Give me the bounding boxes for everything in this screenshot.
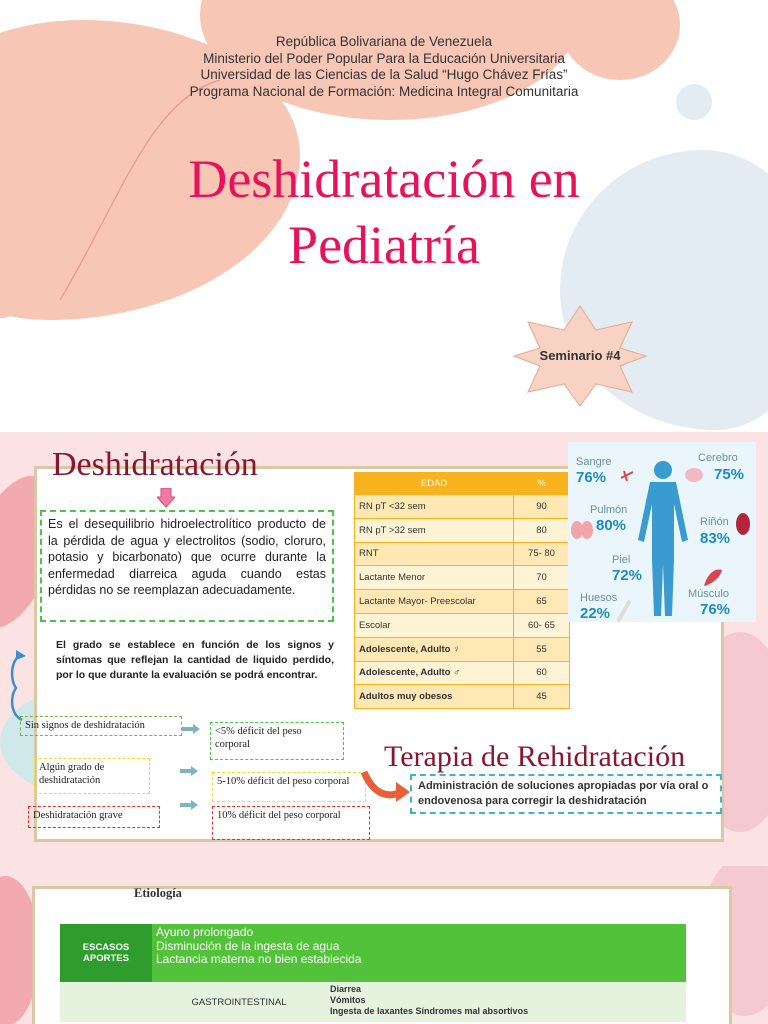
table-cell: Adultos muy obesos	[355, 685, 514, 709]
table-row	[60, 982, 686, 1022]
dehydration-slide	[0, 432, 768, 866]
right-arrow-icon	[180, 766, 198, 776]
header-line: República Bolivariana de Venezuela	[275, 34, 493, 49]
table-row	[355, 637, 570, 661]
row-header-scarce-intake: ESCASOS APORTES	[60, 924, 152, 982]
organ-value-blood: 76%	[576, 469, 607, 486]
table-header-age: EDAD	[355, 473, 514, 495]
table-row	[355, 661, 570, 685]
human-body-icon	[632, 460, 694, 620]
bone-icon	[616, 600, 632, 622]
organ-label-lung: Pulmón	[590, 504, 628, 516]
table-cell: 60	[514, 661, 570, 685]
blood-icon	[620, 470, 634, 482]
section-title: Deshidratación	[52, 446, 258, 483]
table-header-percent: %	[514, 473, 570, 495]
muscle-icon	[702, 566, 724, 588]
rehydration-title: Terapia de Rehidratación	[384, 740, 686, 773]
organ-label-kidney: Riñón	[700, 516, 729, 528]
kidney-icon	[734, 512, 752, 536]
organ-label-blood: Sangre	[576, 456, 612, 468]
right-arrow-icon	[182, 724, 200, 734]
table-cell: Lactante Mayor- Preescolar	[355, 590, 514, 614]
organ-value-muscle: 76%	[700, 601, 731, 618]
table-cell: RN pT <32 sem	[355, 495, 514, 519]
severity-label-some: Algún grado de deshidratación	[34, 758, 150, 794]
list-item: Lactancia materna no bien establecida	[156, 952, 362, 966]
table-row	[355, 518, 570, 542]
organ-value-brain: 75%	[714, 466, 745, 483]
table-cell: Adolescente, Adulto ♂	[355, 661, 514, 685]
title-line: Deshidratación en	[188, 149, 580, 209]
title-line: Pediatría	[288, 215, 480, 275]
header-line: Universidad de las Ciencias de la Salud “Hugo Chávez Frías”	[200, 67, 568, 82]
empty-cell	[60, 982, 152, 1022]
list-item: Ingesta de laxantes Síndromes mal absortivos	[330, 1006, 529, 1016]
table-row	[355, 542, 570, 566]
down-arrow-icon	[157, 488, 175, 508]
table-cell: Escolar	[355, 613, 514, 637]
brain-icon	[684, 466, 704, 484]
deficit-severe: 10% déficit del peso corporal	[212, 806, 370, 840]
organ-value-skin: 72%	[612, 567, 643, 584]
gastrointestinal-list	[326, 982, 686, 1022]
table-cell: 80	[514, 518, 570, 542]
seminar-label: Seminario #4	[539, 348, 621, 363]
header-line: Ministerio del Poder Popular Para la Educación Universitaria	[203, 50, 565, 66]
seminar-badge	[512, 304, 648, 408]
institution-header	[0, 34, 768, 100]
section-title: Etiología	[134, 886, 182, 900]
organ-label-skin: Piel	[612, 554, 631, 566]
table-cell: RN pT >32 sem	[355, 518, 514, 542]
definition-box: Es el desequilibrio hidroelectrolítico producto de la pérdida de agua y electrolitos (sodio, cloruro, potasio y bicarbonato) que ocurre durante la enfermedad diarreica aguda cuando estas pérdidas no se reemplazan adecuadamente.	[40, 510, 334, 622]
etiology-slide	[0, 866, 768, 1024]
water-percentage-table	[354, 472, 570, 709]
cover-slide	[0, 0, 768, 432]
grade-paragraph: El grado se establece en función de los signos y síntomas que reflejan la cantidad de liquido perdido, por lo que durante la evaluación se podrá encontrar.	[56, 639, 334, 681]
organ-label-brain: Cerebro	[698, 452, 738, 464]
table-cell: 45	[514, 685, 570, 709]
row-header-gastrointestinal: GASTROINTESTINAL	[152, 982, 326, 1022]
deficit-some: 5-10% déficit del peso corporal	[212, 772, 366, 802]
page-title	[0, 146, 768, 278]
right-arrow-icon	[180, 800, 198, 810]
list-item: Ayuno prolongado	[156, 925, 254, 939]
severity-label-none: Sin signos de deshidratación	[20, 716, 182, 736]
organ-value-kidney: 83%	[700, 530, 731, 547]
list-item: Vómitos	[330, 995, 366, 1005]
table-cell: 75- 80	[514, 542, 570, 566]
table-cell: Adolescente, Adulto ♀	[355, 637, 514, 661]
etiology-table	[60, 924, 686, 1022]
list-item: Disminución de la ingesta de agua	[156, 938, 340, 953]
organ-label-bone: Huesos	[580, 592, 618, 604]
table-cell: 70	[514, 566, 570, 590]
table-row	[355, 613, 570, 637]
table-cell: RNT	[355, 542, 514, 566]
rehydration-definition: Administración de soluciones apropiadas por vía oral o endovenosa para corregir la deshidratación	[410, 774, 722, 814]
table-cell: 65	[514, 590, 570, 614]
table-cell: 90	[514, 495, 570, 519]
table-row	[355, 566, 570, 590]
list-item: Diarrea	[330, 984, 362, 994]
table-row	[60, 924, 686, 982]
organ-value-lung: 80%	[596, 517, 627, 534]
table-row	[355, 495, 570, 519]
header-line: Programa Nacional de Formación: Medicina Integral Comunitaria	[189, 83, 579, 99]
brace-arrow-icon	[6, 650, 28, 724]
organ-value-bone: 22%	[580, 605, 611, 622]
table-cell: 60- 65	[514, 613, 570, 637]
table-cell: Lactante Menor	[355, 566, 514, 590]
scarce-intake-list	[152, 924, 686, 982]
lungs-icon	[570, 518, 594, 540]
deficit-none: <5% déficit del peso corporal	[210, 722, 344, 760]
curved-arrow-icon	[360, 766, 410, 806]
table-row	[355, 685, 570, 709]
organ-label-muscle: Músculo	[688, 588, 729, 600]
body-water-infographic	[568, 442, 756, 622]
table-row	[355, 590, 570, 614]
table-cell: 55	[514, 637, 570, 661]
severity-label-severe: Deshidratación grave	[28, 806, 160, 828]
